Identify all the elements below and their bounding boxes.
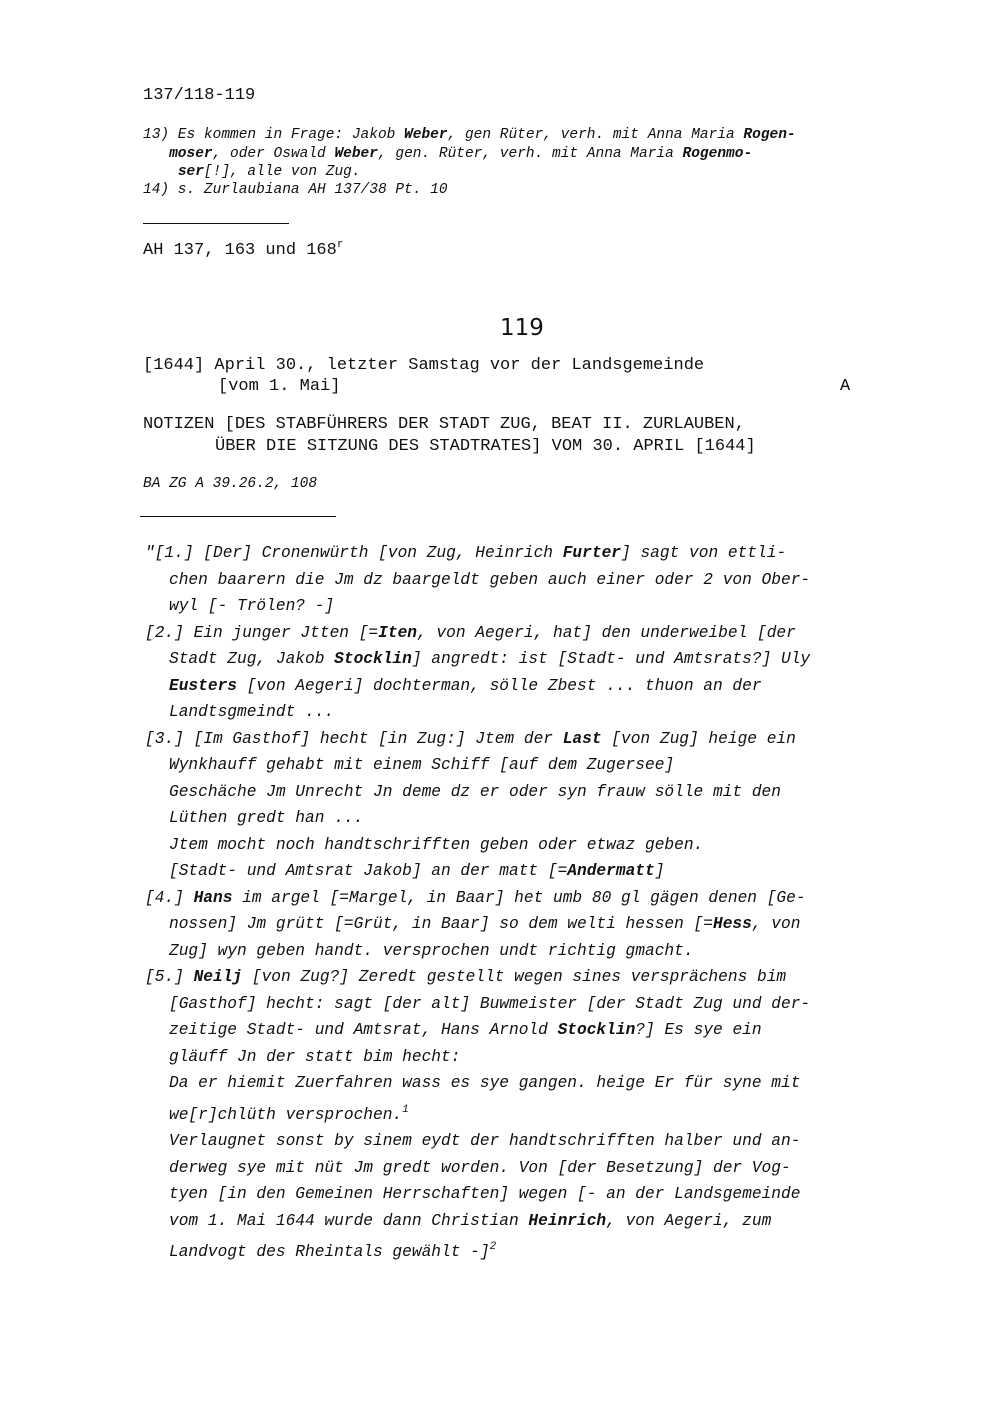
document-letter: A — [840, 377, 851, 396]
document-title-line-2: ÜBER DIE SITZUNG DES STADTRATES] VOM 30. APRIL [1644] — [215, 437, 756, 456]
footnote-divider — [143, 223, 289, 224]
page-reference: 137/118-119 — [143, 86, 256, 105]
document-date-line-2: [vom 1. Mai] — [218, 377, 341, 396]
header-divider — [140, 516, 336, 517]
footnote-marker-2: 2 — [489, 1241, 497, 1253]
archive-reference: AH 137, 163 und 168$^r$ — [143, 239, 344, 260]
footnote-marker-1: 1 — [402, 1103, 409, 1116]
document-title-line-1: NOTIZEN [DES STABFÜHRERS DER STADT ZUG, BEAT II. ZURLAUBEN, — [143, 415, 745, 434]
paragraph-4: [4.] Hans im argel [=Margel, in Baar] het umb 80 gl gägen denen [Ge- nossen] Jm grütt [=Grüt, in Baar] so dem welti hessen [=Hess, von Zug] wyn geben handt. versprochen undt richtig gmacht. — [145, 888, 806, 960]
paragraph-3: [3.] [Im Gasthof] hecht [in Zug:] Jtem der Last [von Zug] heige ein Wynkhauff gehabt mit einem Schiff [auf dem Zugersee] Geschäche Jm Unrecht Jn deme dz er oder syn frauw sölle mit den Lüthen gredt han ... Jtem mocht noch handtschrifften geben oder etwaz geben. [Stadt- und Amtsrat Jakob] an der matt [=Andermatt] — [145, 729, 796, 880]
document-body — [145, 540, 925, 1266]
paragraph-2: [2.] Ein junger Jtten [=Iten, von Aegeri, hat] den underweibel [der Stadt Zug, Jakob Stocklin] angredt: ist [Stadt- und Amtsrats?] Uly Eusters [von Aegeri] dochterman, sölle Zbest ... thuon an der Landtsgmeindt ... — [145, 623, 811, 721]
document-source: BA ZG A 39.26.2, 108 — [143, 476, 318, 492]
footnote-14: 14) s. Zurlaubiana AH 137/38 Pt. 10 — [143, 182, 448, 198]
document-date-line-1: [1644] April 30., letzter Samstag vor der Landsgemeinde — [143, 356, 705, 375]
paragraph-5: [5.] Neilj [von Zug?] Zeredt gestellt wegen sines versprächens bim [Gasthof] hecht: sagt [der alt] Buwmeister [der Stadt Zug und der- zeitige Stadt- und Amtsrat, Hans Arnold Stocklin?] Es sye ein gläuff Jn der statt bim hecht: Da er hiemit Zuerfahren wass es sye gangen. heige Er für syne mit we[r]chlüth versprochen.$^1$ Verlaugnet sonst by sinem eydt der handtschrifften halber und an- derweg sye mit nüt Jm gredt worden. Von [der Besetzung] der Vog- tyen [in den Gemeinen Herrschaften] wegen [- an der Landsgemeinde vom 1. Mai 1644 wurde dann Christian Heinrich, von Aegeri, zum Landvogt des Rheintals gewählt -]$^2$ — [145, 968, 811, 1261]
document-number: 119 — [500, 315, 544, 341]
paragraph-1: "[1.] [Der] Cronenwürth [von Zug, Heinrich Furter] sagt von ettli- chen baarern die Jm dz baargeldt geben auch einer oder 2 von Ober- wyl [- Trölen? -] — [145, 544, 811, 615]
footnote-13: 13) Es kommen in Frage: Jakob Weber, gen Rüter, verh. mit Anna Maria Rogen- moser, oder Oswald Weber, gen. Rüter, verh. mit Anna Maria Rogenmo- ser[!], alle von Zug. — [143, 127, 796, 180]
